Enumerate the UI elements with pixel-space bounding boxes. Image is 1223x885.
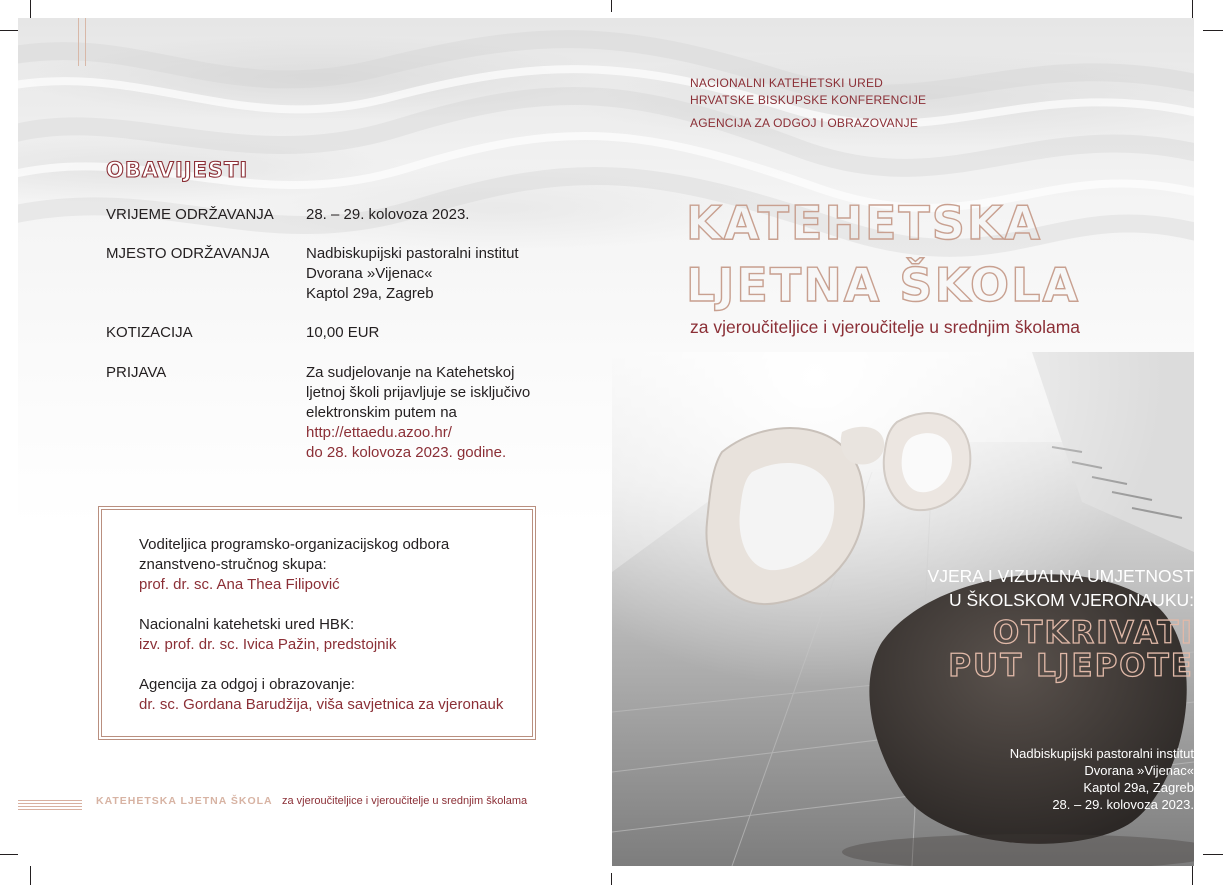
main-title-line-2: LJETNA ŠKOLA bbox=[686, 258, 1081, 312]
organizer-group bbox=[139, 615, 503, 655]
organizer-group bbox=[139, 675, 503, 715]
organizer-role: Voditeljica programsko-organizacijskog odbora bbox=[139, 536, 450, 553]
info-value bbox=[306, 323, 606, 343]
organizer-role: Nacionalni katehetski ured HBK: bbox=[139, 616, 355, 633]
decor-bar bbox=[78, 18, 86, 66]
info-value-line: ljetnoj školi prijavljuje se isključivo bbox=[306, 384, 531, 401]
registration-deadline: do 28. kolovoza 2023. godine. bbox=[306, 444, 507, 461]
venue-info bbox=[634, 745, 1194, 813]
info-value-line: Nadbiskupijski pastoralni institut bbox=[306, 245, 519, 262]
info-value-line: elektronskim putem na bbox=[306, 404, 457, 421]
venue-line: Dvorana »Vijenac« bbox=[1084, 763, 1194, 778]
organizer-person: izv. prof. dr. sc. Ivica Pažin, predstojnik bbox=[139, 636, 397, 653]
info-value-line: 28. – 29. kolovoza 2023. bbox=[306, 206, 470, 223]
info-value-line: Za sudjelovanje na Katehetskoj bbox=[306, 364, 515, 381]
main-title-line-1: KATEHETSKA bbox=[686, 196, 1043, 250]
crop-mark bbox=[0, 854, 20, 855]
crop-mark bbox=[30, 0, 31, 20]
main-subtitle: za vjeroučiteljice i vjeroučitelje u srednjim školama bbox=[690, 317, 1081, 337]
info-label: PRIJAVA bbox=[106, 364, 167, 381]
footer-subtitle: za vjeroučiteljice i vjeroučitelje u srednjim školama bbox=[282, 795, 528, 807]
info-value-line: Kaptol 29a, Zagreb bbox=[306, 285, 434, 302]
crop-mark bbox=[30, 865, 31, 885]
obavijesti-heading: OBAVIJESTI bbox=[106, 158, 249, 182]
info-value bbox=[306, 363, 606, 463]
theme-line-2: U ŠKOLSKOM VJERONAUKU: bbox=[948, 590, 1194, 610]
venue-line: Kaptol 29a, Zagreb bbox=[1083, 780, 1194, 795]
registration-link[interactable]: http://ettaedu.azoo.hr/ bbox=[306, 424, 452, 441]
crop-mark bbox=[1192, 0, 1193, 20]
crop-mark bbox=[1192, 865, 1193, 885]
org-line: NACIONALNI KATEHETSKI URED bbox=[690, 76, 884, 90]
crop-mark bbox=[1203, 854, 1223, 855]
organizers-list bbox=[139, 535, 503, 735]
info-label: KOTIZACIJA bbox=[106, 324, 193, 341]
info-value-line: 10,00 EUR bbox=[306, 324, 380, 341]
venue-line: Nadbiskupijski pastoralni institut bbox=[1009, 746, 1194, 761]
info-label: VRIJEME ODRŽAVANJA bbox=[106, 206, 274, 223]
info-label: MJESTO ODRŽAVANJA bbox=[106, 245, 270, 262]
info-value-line: Dvorana »Vijenac« bbox=[306, 265, 433, 282]
crop-mark bbox=[0, 30, 20, 31]
organizer-person: prof. dr. sc. Ana Thea Filipović bbox=[139, 576, 340, 593]
crop-mark bbox=[611, 0, 612, 12]
theme-title-line-1: OTKRIVATI bbox=[992, 615, 1194, 651]
venue-line: 28. – 29. kolovoza 2023. bbox=[1052, 797, 1194, 812]
crop-mark bbox=[1203, 30, 1223, 31]
organizer-group bbox=[139, 535, 503, 595]
theme-line-1: VJERA I VIZUALNA UMJETNOST bbox=[927, 566, 1194, 586]
brochure-page bbox=[18, 18, 1194, 866]
organizer-role: znanstveno-stručnog skupa: bbox=[139, 556, 327, 573]
organizer-role: Agencija za odgoj i obrazovanje: bbox=[139, 676, 355, 693]
footer-decor-lines bbox=[18, 800, 82, 812]
footer-title: KATEHETSKA LJETNA ŠKOLA bbox=[96, 795, 273, 807]
org-line: AGENCIJA ZA ODGOJ I OBRAZOVANJE bbox=[690, 116, 919, 130]
crop-mark bbox=[611, 873, 612, 885]
theme-title-line-2: PUT LJEPOTE bbox=[948, 648, 1194, 684]
org-line: HRVATSKE BISKUPSKE KONFERENCIJE bbox=[690, 93, 927, 107]
info-value bbox=[306, 244, 606, 304]
organizers-box bbox=[98, 506, 536, 740]
organizer-person: dr. sc. Gordana Barudžija, viša savjetnica za vjeronauk bbox=[139, 696, 504, 713]
info-value bbox=[306, 205, 606, 225]
